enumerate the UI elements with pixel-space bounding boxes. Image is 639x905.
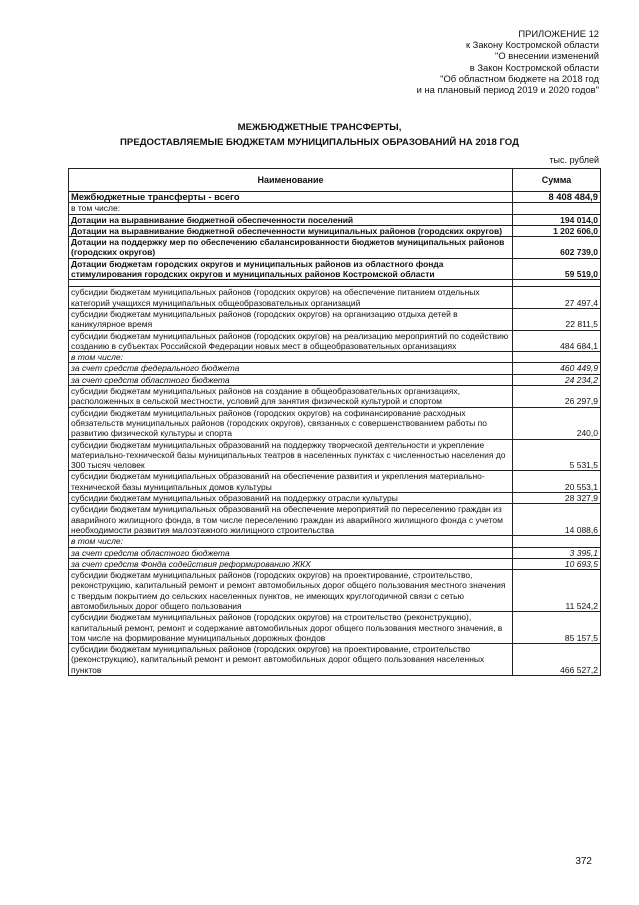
row-amount: 460 449,9: [513, 363, 601, 374]
table-row: [69, 214, 601, 225]
table-row: [69, 439, 601, 471]
table-row: [69, 352, 601, 363]
row-amount: 8 408 484,9: [513, 192, 601, 203]
row-name: субсидии бюджетам муниципальных районов (городских округов) на организацию отдыха детей в каникулярное время: [69, 308, 513, 330]
row-name: за счет средств областного бюджета: [69, 547, 513, 558]
table-row: [69, 308, 601, 330]
page-number: 372: [575, 856, 592, 867]
row-name: в том числе:: [69, 352, 513, 363]
row-name: субсидии бюджетам муниципальных образований на обеспечение мероприятий по переселению граждан из аварийного жилищного фонда, в том числе переселению граждан из аварийного жилищного фонда с учетом необходимости развития малоэтажного жилищного строительства: [69, 504, 513, 536]
table-row: [69, 644, 601, 676]
table-row: [69, 192, 601, 203]
row-name: субсидии бюджетам муниципальных районов (городских округов) на строительство (реконструкцию), капитальный ремонт, ремонт и содержание автомобильных дорог общего пользования местного значения, в том числе на формирование муниципальных дорожных фондов: [69, 612, 513, 644]
row-amount: 3 395,1: [513, 547, 601, 558]
row-amount: 27 497,4: [513, 287, 601, 309]
table-row: [69, 386, 601, 408]
row-name: субсидии бюджетам муниципальных районов на создание в общеобразовательных организациях, расположенных в сельской местности, условий для занятия физической культурой и спортом: [69, 386, 513, 408]
header-amount: Сумма: [513, 169, 601, 192]
table-row: [69, 536, 601, 547]
row-name: Дотации бюджетам городских округов и муниципальных районов из областного фонда стимулирования городских округов и муниципальных районов Костромской области: [69, 258, 513, 280]
row-name: Межбюджетные трансферты - всего: [69, 192, 513, 203]
row-amount: 26 297,9: [513, 386, 601, 408]
row-amount: 20 553,1: [513, 471, 601, 493]
table-row: [69, 363, 601, 374]
appendix-line: и на плановый период 2019 и 2020 годов": [416, 84, 599, 96]
table-row: [69, 547, 601, 558]
table-row: [69, 203, 601, 214]
table-row: [69, 330, 601, 352]
row-amount: 28 327,9: [513, 493, 601, 504]
row-amount: 10 693,5: [513, 558, 601, 569]
table-row: [69, 558, 601, 569]
table-row: [69, 612, 601, 644]
row-amount: 194 014,0: [513, 214, 601, 225]
row-amount: 14 088,6: [513, 504, 601, 536]
table-row: [69, 493, 601, 504]
row-amount: 466 527,2: [513, 644, 601, 676]
row-amount: [513, 203, 601, 214]
row-amount: 5 531,5: [513, 439, 601, 471]
row-name: субсидии бюджетам муниципальных районов (городских округов) на софинансирование расходных обязательств муниципальных районов (городских округов), связанных с совершенствованием работы по развитию физической культуры и спорта: [69, 407, 513, 439]
table-row: [69, 504, 601, 536]
row-name: в том числе:: [69, 203, 513, 214]
table-row: [69, 258, 601, 280]
row-amount: 22 811,5: [513, 308, 601, 330]
row-amount: 24 234,2: [513, 374, 601, 385]
row-name: субсидии бюджетам муниципальных районов (городских округов) на проектирование, строительство, реконструкцию, капитальный ремонт и ремонт автомобильных дорог общего пользования местного значения с твердым покрытием до сельских населенных пунктов, не имеющих круглогодичной связи с сетью автомобильных дорог общего пользования: [69, 570, 513, 612]
table-row: [69, 287, 601, 309]
row-amount: 11 524,2: [513, 570, 601, 612]
row-amount: 484 684,1: [513, 330, 601, 352]
row-name: Дотации на поддержку мер по обеспечению сбалансированности бюджетов муниципальных районов (городских округов): [69, 237, 513, 259]
header-name: Наименование: [69, 169, 513, 192]
row-amount: 59 519,0: [513, 258, 601, 280]
row-amount: 240,0: [513, 407, 601, 439]
row-name: Дотации на выравнивание бюджетной обеспеченности поселений: [69, 214, 513, 225]
appendix-line: ПРИЛОЖЕНИЕ 12: [518, 28, 599, 39]
transfers-table: [68, 168, 601, 676]
appendix-line: "Об областном бюджете на 2018 год: [440, 72, 599, 84]
row-name: субсидии бюджетам муниципальных районов (городских округов) на проектирование, строительство (реконструкцию), капитальный ремонт и ремонт автомобильных дорог общего пользования населенных пунктов: [69, 644, 513, 676]
appendix-header: [299, 28, 599, 95]
table-header-row: [69, 169, 601, 192]
row-name: субсидии бюджетам муниципальных районов (городских округов) на реализацию мероприятий по содействию созданию в субъектах Российской Федерации новых мест в общеобразовательных организациях: [69, 330, 513, 352]
row-name: в том числе:: [69, 536, 513, 547]
table-row: [69, 374, 601, 385]
title-line-1: МЕЖБЮДЖЕТНЫЕ ТРАНСФЕРТЫ,: [237, 122, 402, 133]
row-name: за счет средств федерального бюджета: [69, 363, 513, 374]
row-amount: 1 202 606,0: [513, 225, 601, 236]
appendix-line: "О внесении изменений: [495, 50, 599, 62]
row-name: субсидии бюджетам муниципальных образований на поддержку отрасли культуры: [69, 493, 513, 504]
row-name: субсидии бюджетам муниципальных образований на обеспечение развития и укрепления материально-технической базы муниципальных домов культуры: [69, 471, 513, 493]
row-amount: 85 157,5: [513, 612, 601, 644]
table-row: [69, 570, 601, 612]
title-line-2: ПРЕДОСТАВЛЯЕМЫЕ БЮДЖЕТАМ МУНИЦИПАЛЬНЫХ ОБРАЗОВАНИЙ НА 2018 ГОД: [120, 136, 519, 148]
row-amount: 602 739,0: [513, 237, 601, 259]
table-row-blank: [69, 280, 601, 287]
row-name: Дотации на выравнивание бюджетной обеспеченности муниципальных районов (городских округов): [69, 225, 513, 236]
row-amount: [513, 536, 601, 547]
row-amount: [513, 352, 601, 363]
row-name: субсидии бюджетам муниципальных образований на поддержку творческой деятельности и укрепление материально-технической базы муниципальных театров в населенных пунктах с численностью населения до 300 тысяч человек: [69, 439, 513, 471]
table-row: [69, 471, 601, 493]
appendix-line: к Закону Костромской области: [465, 39, 599, 51]
row-name: субсидии бюджетам муниципальных районов (городских округов) на обеспечение питанием отдельных категорий учащихся муниципальных общеобразовательных организаций: [69, 287, 513, 309]
table-row: [69, 237, 601, 259]
unit-label: тыс. рублей: [549, 155, 599, 165]
row-name: за счет средств областного бюджета: [69, 374, 513, 385]
table-row: [69, 225, 601, 236]
row-amount: [513, 280, 601, 287]
row-name: за счет средств Фонда содействия реформированию ЖКХ: [69, 558, 513, 569]
table-row: [69, 407, 601, 439]
appendix-line: в Закон Костромской области: [469, 61, 599, 73]
row-name: [69, 280, 513, 287]
document-title: [0, 121, 639, 150]
